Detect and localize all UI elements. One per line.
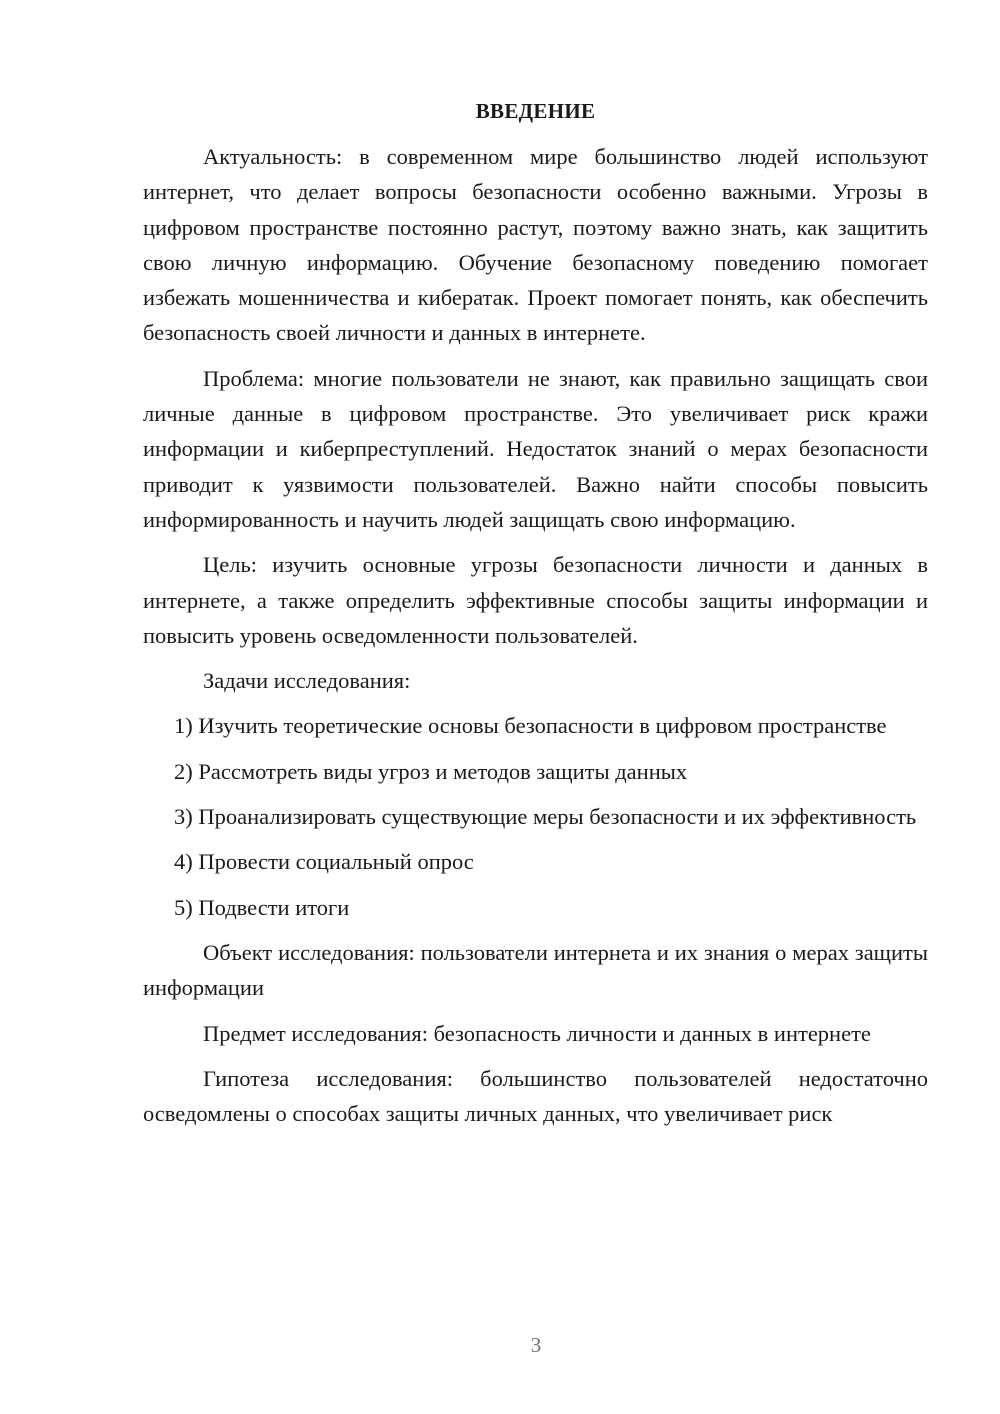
relevance-paragraph: Актуальность: в современном мире большинство людей используют интернет, что делает вопросы безопасности особенно важными. Угрозы в цифровом пространстве постоянно растут, поэтому важно знать, как защитить свою личную информацию. Обучение безопасному поведению помогает избежать мошенничества и кибератак. Проект помогает понять, как обеспечить безопасность своей личности и данных в интернете.: [143, 144, 928, 346]
problem-paragraph: Проблема: многие пользователи не знают, как правильно защищать свои личные данные в цифровом пространстве. Это увеличивает риск кражи информации и киберпреступлений. Недостаток знаний о мерах безопасности приводит к уязвимости пользователей. Важно найти способы повысить информированность и научить людей защищать свою информацию.: [143, 365, 928, 532]
task-item-2: 2) Рассмотреть виды угроз и методов защиты данных: [174, 758, 688, 784]
tasks-heading: Задачи исследования:: [203, 668, 411, 694]
section-title: ВВЕДЕНИЕ: [475, 99, 596, 123]
task-item-4: 4) Провести социальный опрос: [174, 849, 474, 875]
task-item-1: 1) Изучить теоретические основы безопасности в цифровом пространстве: [174, 713, 887, 739]
task-item-3: 3) Проанализировать существующие меры безопасности и их эффективность: [174, 804, 917, 830]
object-paragraph: Объект исследования: пользователи интернета и их знания о мерах защиты информации: [143, 939, 928, 1001]
page-number: 3: [530, 1333, 542, 1357]
page-content: [143, 96, 928, 1141]
goal-paragraph: Цель: изучить основные угрозы безопасности личности и данных в интернете, а также определить эффективные способы защиты информации и повысить уровень осведомленности пользователей.: [143, 552, 928, 648]
task-item-5: 5) Подвести итоги: [174, 894, 350, 920]
hypothesis-paragraph: Гипотеза исследования: большинство пользователей недостаточно осведомлены о способах защиты личных данных, что увеличивает риск: [143, 1065, 928, 1127]
subject-paragraph: Предмет исследования: безопасность личности и данных в интернете: [203, 1020, 871, 1046]
